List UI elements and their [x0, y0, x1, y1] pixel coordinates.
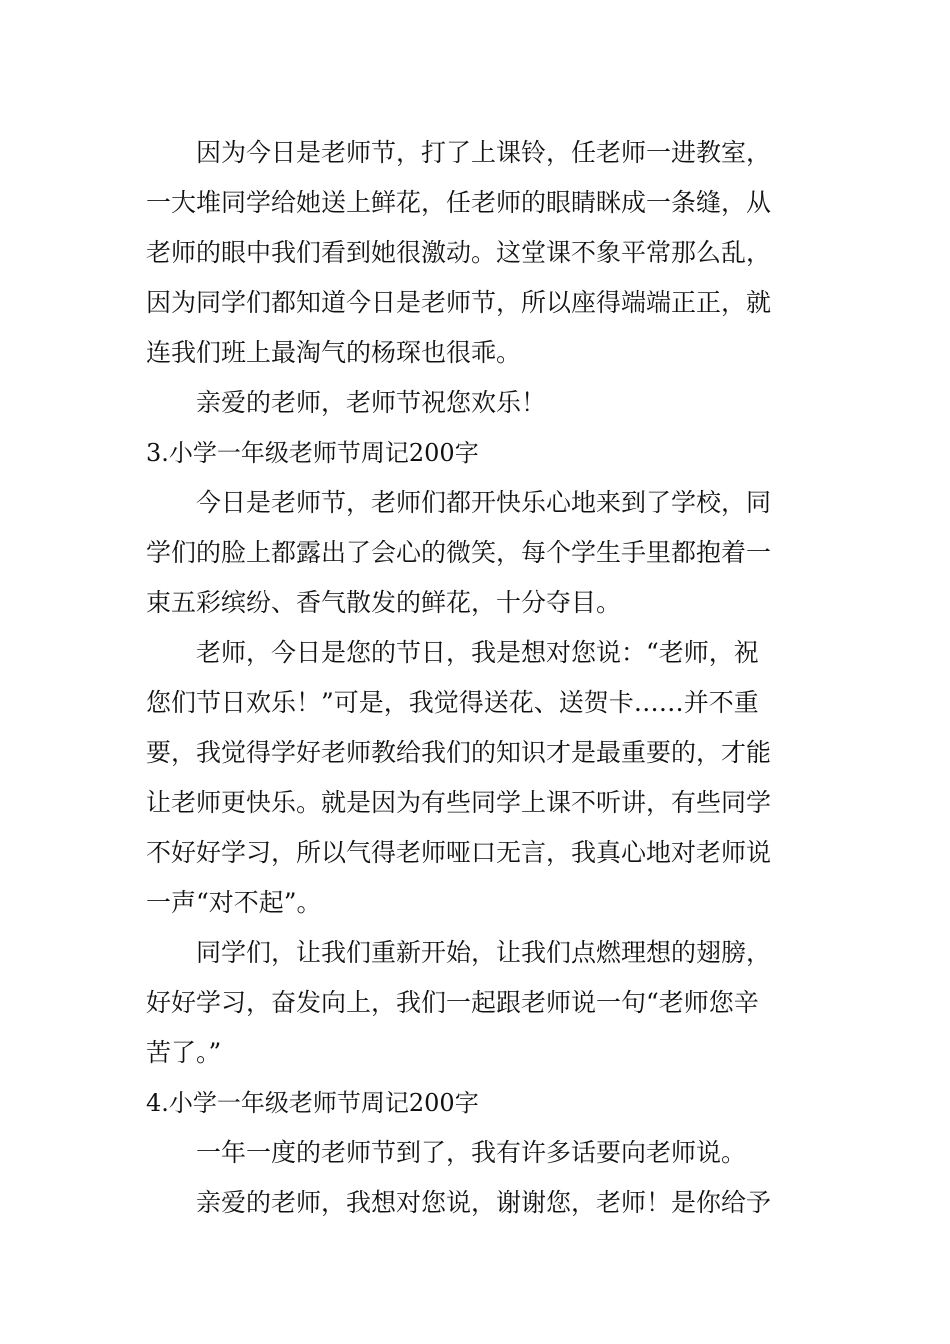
text-line: 因为同学们都知道今日是老师节，所以座得端端正正，就 [146, 288, 772, 317]
text-line: 学们的脸上都露出了会心的微笑，每个学生手里都抱着一 [146, 538, 772, 567]
text-line: 亲爱的老师，老师节祝您欢乐！ [196, 388, 547, 417]
text-line: 老师的眼中我们看到她很激动。这堂课不象平常那么乱， [146, 238, 772, 267]
text-line: 一大堆同学给她送上鲜花，任老师的眼睛眯成一条缝，从 [146, 188, 772, 217]
text-line: 一声“对不起”。 [146, 888, 322, 917]
text-line: 不好好学习，所以气得老师哑口无言，我真心地对老师说 [146, 838, 772, 867]
text-line: 让老师更快乐。就是因为有些同学上课不听讲，有些同学 [146, 788, 772, 817]
text-line: 连我们班上最淘气的杨琛也很乖。 [146, 338, 522, 367]
text-line: 苦了。” [146, 1038, 222, 1067]
section-heading: 4.小学一年级老师节周记200字 [146, 1089, 479, 1117]
text-line: 同学们，让我们重新开始，让我们点燃理想的翅膀， [196, 938, 772, 967]
document-page [146, 128, 812, 1228]
text-line: 因为今日是老师节，打了上课铃，任老师一进教室， [196, 138, 772, 167]
text-line: 一年一度的老师节到了，我有许多话要向老师说。 [196, 1138, 747, 1167]
text-line: 您们节日欢乐！”可是，我觉得送花、送贺卡……并不重 [146, 688, 759, 717]
text-line: 要，我觉得学好老师教给我们的知识才是最重要的，才能 [146, 738, 772, 767]
text-line: 好好学习，奋发向上，我们一起跟老师说一句“老师您辛 [146, 988, 759, 1017]
text-line: 亲爱的老师，我想对您说，谢谢您，老师！是你给予 [196, 1188, 772, 1217]
section-heading: 3.小学一年级老师节周记200字 [146, 439, 479, 467]
text-line: 今日是老师节，老师们都开快乐心地来到了学校，同 [196, 488, 772, 517]
text-line: 束五彩缤纷、香气散发的鲜花，十分夺目。 [146, 588, 622, 617]
text-line: 老师，今日是您的节日，我是想对您说：“老师，祝 [196, 638, 759, 667]
